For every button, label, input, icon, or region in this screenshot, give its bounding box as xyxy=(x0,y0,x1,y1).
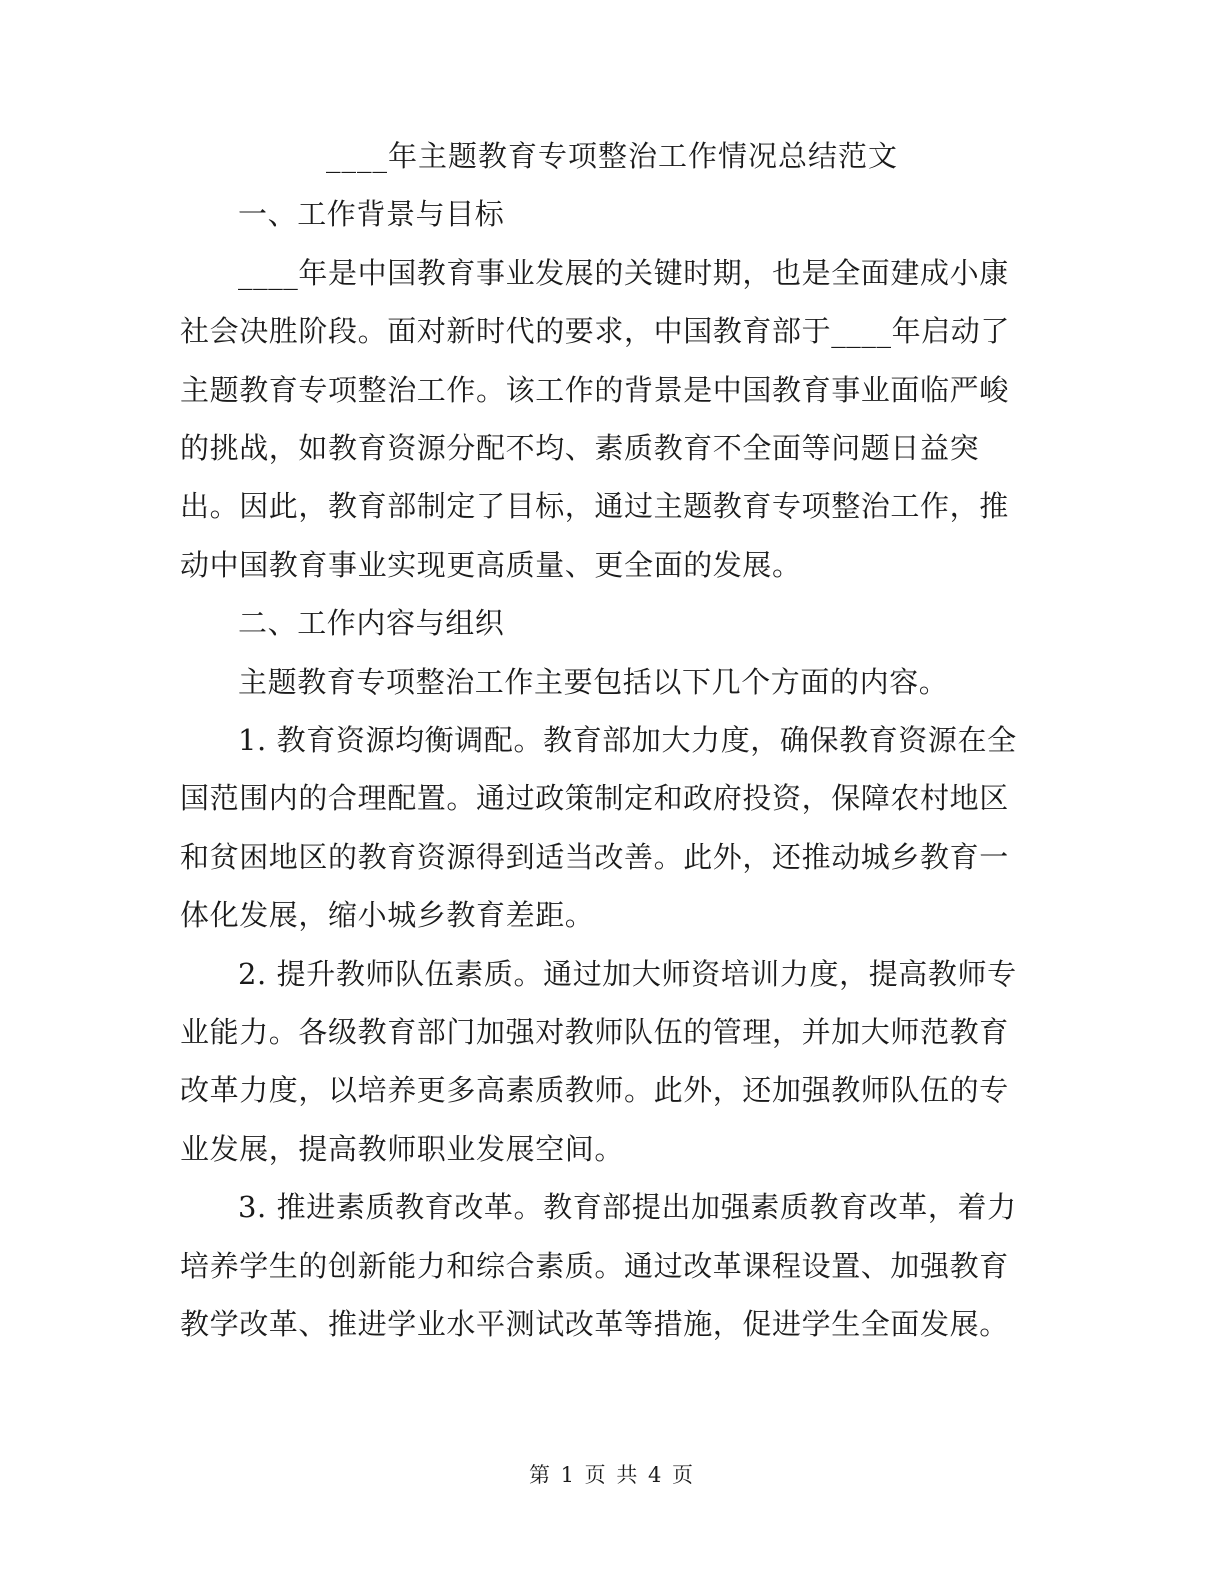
paragraph-line: 业发展，提高教师职业发展空间。 xyxy=(180,1132,625,1166)
paragraph-line: 动中国教育事业实现更高质量、更全面的发展。 xyxy=(180,548,802,582)
list-item-3-line: 3. 推进素质教育改革。教育部提出加强素质教育改革，着力 xyxy=(238,1190,1017,1224)
paragraph-line: 和贫困地区的教育资源得到适当改善。此外，还推动城乡教育一 xyxy=(180,840,1009,874)
document-title: ____年主题教育专项整治工作情况总结范文 xyxy=(325,139,898,173)
paragraph-line: 培养学生的创新能力和综合素质。通过改革课程设置、加强教育 xyxy=(180,1249,1009,1283)
paragraph-line: 业能力。各级教育部门加强对教师队伍的管理，并加大师范教育 xyxy=(180,1015,1009,1049)
paragraph-line: 国范围内的合理配置。通过政策制定和政府投资，保障农村地区 xyxy=(180,781,1009,815)
paragraph-line: 出。因此，教育部制定了目标，通过主题教育专项整治工作，推 xyxy=(180,489,1009,523)
page-number: 第 1 页 共 4 页 xyxy=(528,1463,696,1487)
paragraph-line: 社会决胜阶段。面对新时代的要求，中国教育部于____年启动了 xyxy=(180,314,1011,348)
paragraph-line: 的挑战，如教育资源分配不均、素质教育不全面等问题日益突 xyxy=(180,431,980,465)
section-heading-2: 二、工作内容与组织 xyxy=(238,606,505,640)
list-item-1-line: 1. 教育资源均衡调配。教育部加大力度，确保教育资源在全 xyxy=(238,723,1017,757)
paragraph-line: 主题教育专项整治工作主要包括以下几个方面的内容。 xyxy=(238,665,949,699)
paragraph-line: 体化发展，缩小城乡教育差距。 xyxy=(180,898,595,932)
paragraph-line: 改革力度，以培养更多高素质教师。此外，还加强教师队伍的专 xyxy=(180,1073,1009,1107)
paragraph-line: 教学改革、推进学业水平测试改革等措施，促进学生全面发展。 xyxy=(180,1307,1009,1341)
list-item-2-line: 2. 提升教师队伍素质。通过加大师资培训力度，提高教师专 xyxy=(238,957,1017,991)
paragraph-line: 主题教育专项整治工作。该工作的背景是中国教育事业面临严峻 xyxy=(180,373,1009,407)
section-heading-1: 一、工作背景与目标 xyxy=(238,197,505,231)
paragraph-line: ____年是中国教育事业发展的关键时期，也是全面建成小康 xyxy=(238,256,1009,290)
